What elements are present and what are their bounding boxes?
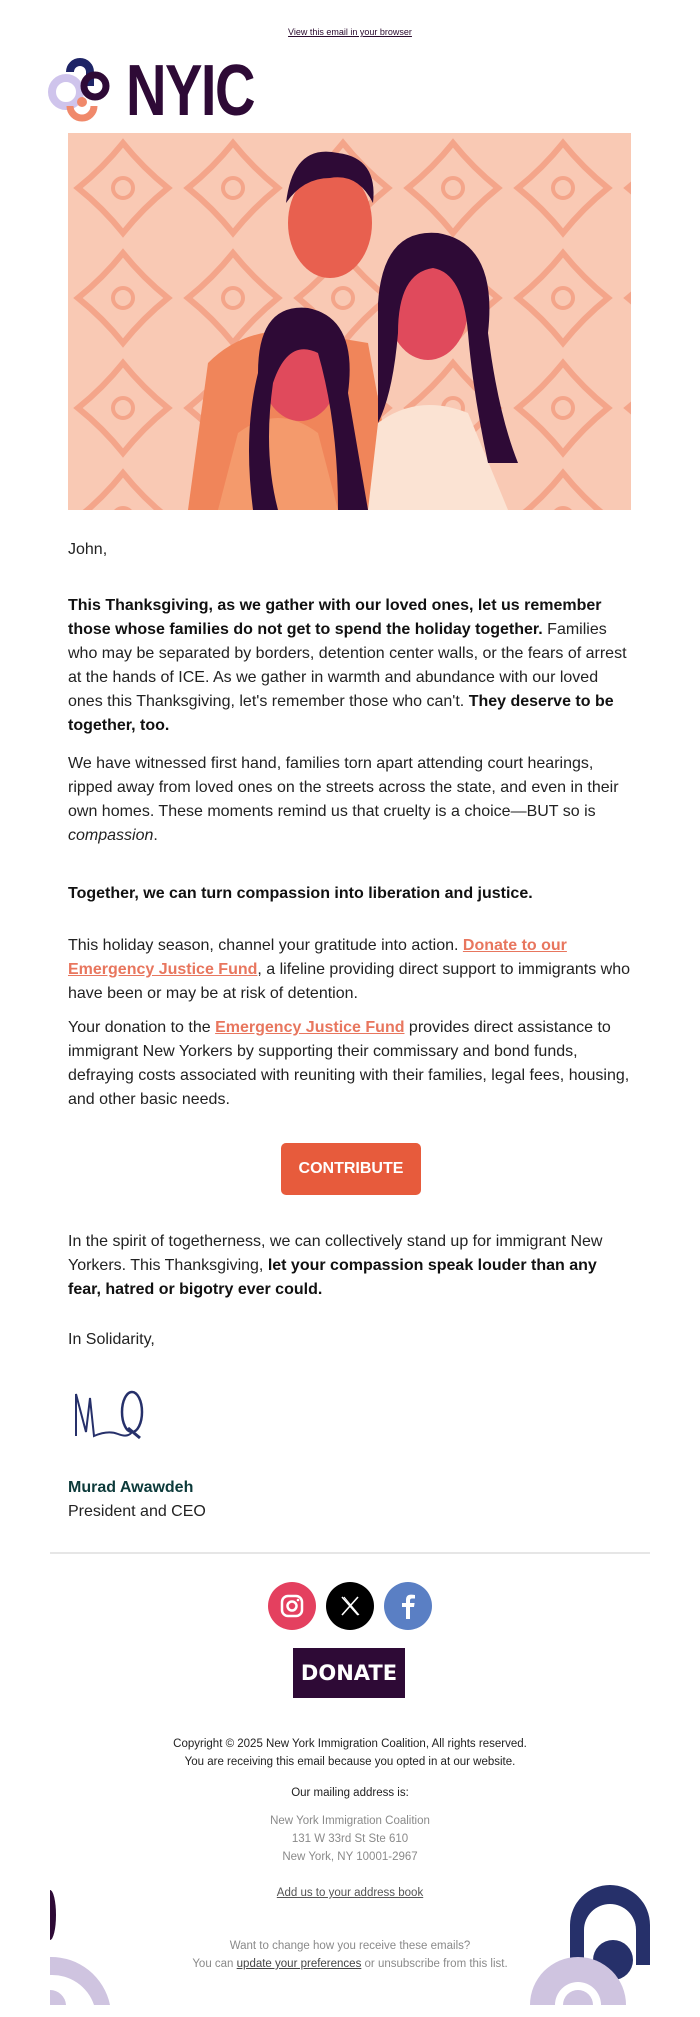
contribute-button[interactable]: CONTRIBUTE [281, 1143, 421, 1195]
witness-text: We have witnessed first hand, families torn apart attending court hearings, ripped away from loved ones on the streets across the state, and even in their own homes. These moments remind us that cruelty is a choice—BUT so is [68, 755, 619, 820]
nyic-logo[interactable] [48, 51, 290, 131]
logo-wordmark: NYIC [126, 51, 254, 131]
witness-italic: compassion [68, 827, 154, 844]
address-line: New York, NY 10001-2967 [282, 1851, 418, 1863]
signature-image [68, 1388, 148, 1448]
social-links [0, 1582, 700, 1630]
donate-button[interactable]: DONATE [293, 1648, 405, 1698]
you-can-text: You can [192, 1958, 237, 1970]
address-line: 131 W 33rd St Ste 610 [291, 1833, 409, 1845]
donation-text-end: provides direct assistance to immigrant New Yorkers by supporting their commissary and bond funds, defraying costs associated with reuniting with their families, legal fees, housing, and other basic needs. [68, 1019, 630, 1108]
mailing-label: Our mailing address is: [291, 1787, 409, 1799]
witness-end: . [153, 827, 158, 844]
intro-bold-end: They deserve to be together, too. [68, 693, 614, 734]
paragraph-donation [68, 1016, 634, 1112]
signer-name: Murad Awawdeh [68, 1479, 194, 1496]
hero-illustration [68, 133, 631, 510]
donate-fund-link[interactable]: Donate to our Emergency Justice Fund [68, 937, 567, 978]
emergency-fund-link[interactable]: Emergency Justice Fund [215, 1019, 405, 1036]
facebook-icon[interactable] [384, 1582, 432, 1630]
paragraph-together [68, 882, 634, 906]
logo-mark-icon [48, 56, 120, 126]
paragraph-holiday [68, 934, 634, 1006]
closing: In Solidarity, [68, 1331, 155, 1348]
unsubscribe-text: or unsubscribe from this list. [361, 1958, 508, 1970]
instagram-icon[interactable] [268, 1582, 316, 1630]
signer-block [68, 1476, 634, 1524]
view-in-browser-link[interactable]: View this email in your browser [288, 27, 412, 37]
together-bold: Together, we can turn compassion into liberation and justice. [68, 885, 533, 902]
spirit-bold: let your compassion speak louder than any fear, hatred or bigotry ever could. [68, 1257, 597, 1298]
reason-text: You are receiving this email because you opted in at our website. [184, 1756, 516, 1768]
add-address-book-link[interactable]: Add us to your address book [276, 1887, 424, 1899]
donation-text: Your donation to the [68, 1019, 216, 1036]
divider [50, 1552, 650, 1554]
address-line: New York Immigration Coalition [270, 1815, 430, 1827]
holiday-text-end: , a lifeline providing direct support to immigrants who have been or may be at risk of detention. [68, 961, 631, 1002]
copyright-text: Copyright © 2025 New York Immigration Coalition, All rights reserved. [173, 1738, 527, 1750]
paragraph-witness [68, 752, 634, 848]
paragraph-spirit [68, 1230, 634, 1302]
copyright [0, 1735, 700, 1771]
change-text: Want to change how you receive these emails? [229, 1940, 471, 1952]
x-icon[interactable] [326, 1582, 374, 1630]
update-preferences-link[interactable]: update your preferences [236, 1958, 362, 1970]
paragraph-intro [68, 594, 634, 738]
decorative-shapes [50, 1840, 650, 2005]
intro-bold: This Thanksgiving, as we gather with our loved ones, let us remember those whose families do not get to spend the holiday together. [68, 597, 602, 638]
spirit-text: In the spirit of togetherness, we can collectively stand up for immigrant New Yorkers. This Thanksgiving, [68, 1233, 603, 1274]
preferences-block [0, 1937, 700, 1973]
intro-text: Families who may be separated by borders, detention center walls, or the fears of arrest at the hands of ICE. As we gather in warmth and abundance with our loved ones this Thanksgiving, let's remember those who can't. [68, 621, 627, 710]
holiday-text: This holiday season, channel your gratitude into action. [68, 937, 463, 954]
signer-title: President and CEO [68, 1503, 206, 1520]
greeting: John, [68, 541, 108, 558]
